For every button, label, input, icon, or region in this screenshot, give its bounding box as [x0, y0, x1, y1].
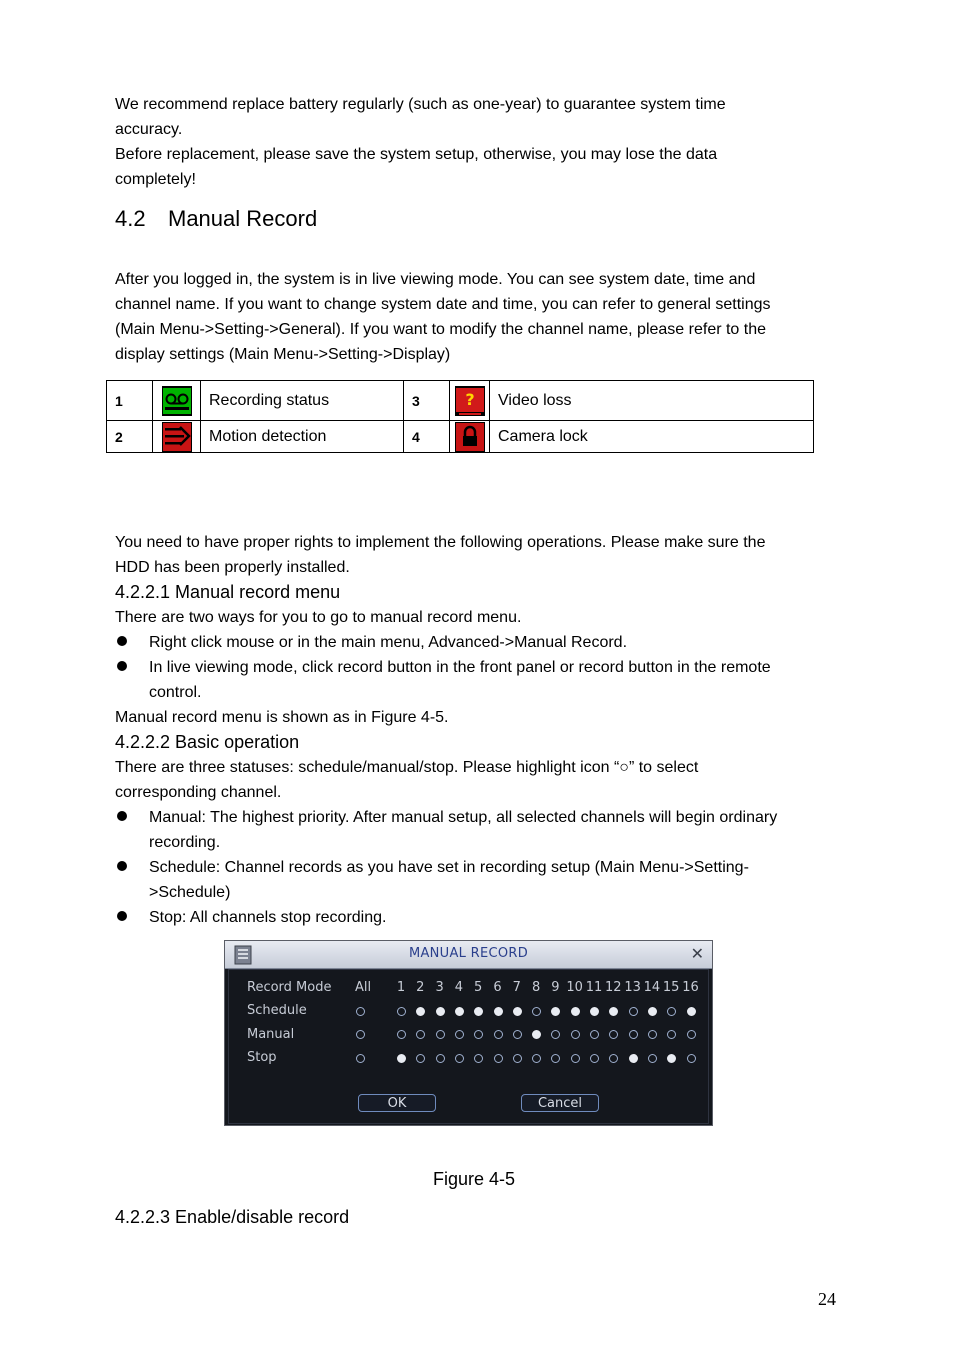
- channel-radio[interactable]: [629, 1007, 638, 1016]
- close-icon[interactable]: ✕: [690, 944, 704, 963]
- schedule-label: Schedule: [247, 1003, 307, 1018]
- channel-radio[interactable]: [513, 1030, 522, 1039]
- para1-line-4: display settings (Main Menu->Setting->Display): [115, 346, 451, 363]
- channel-number: 3: [435, 980, 444, 995]
- all-radio[interactable]: [356, 1030, 365, 1039]
- para2-line-1: You need to have proper rights to implement the following operations. Please make sure the: [115, 534, 766, 551]
- ok-button[interactable]: OK: [358, 1094, 436, 1112]
- channel-radio[interactable]: [551, 1054, 560, 1063]
- manual-record-dialog: [224, 940, 713, 1126]
- channel-number: 11: [585, 980, 603, 995]
- channel-radio[interactable]: [455, 1030, 464, 1039]
- channel-number: 4: [454, 980, 464, 995]
- channel-radio[interactable]: [474, 1054, 483, 1063]
- channel-radio[interactable]: [629, 1030, 638, 1039]
- channel-number: 15: [662, 980, 680, 995]
- status-icon-table: [106, 380, 814, 453]
- channel-radio[interactable]: [416, 1054, 425, 1063]
- bullet-icon: [117, 911, 127, 921]
- channel-radio[interactable]: [455, 1054, 464, 1063]
- channel-number: 1: [396, 980, 406, 995]
- channel-radio[interactable]: [648, 1054, 657, 1063]
- channel-radio[interactable]: [397, 1054, 406, 1063]
- video-loss-icon: [455, 386, 485, 416]
- sub2-bullet-2-line-1: Schedule: Channel records as you have set in recording setup (Main Menu->Setting-: [149, 859, 749, 876]
- motion-detection-icon: [162, 422, 192, 452]
- channel-number: 16: [682, 980, 699, 995]
- channel-radio[interactable]: [474, 1007, 483, 1016]
- channel-radio[interactable]: [513, 1007, 522, 1016]
- icon-label: Camera lock: [490, 421, 814, 453]
- channel-radio[interactable]: [532, 1054, 541, 1063]
- channel-number: 6: [493, 980, 502, 995]
- all-label: All: [355, 980, 372, 995]
- table-row: [107, 381, 814, 421]
- channel-radio[interactable]: [436, 1030, 445, 1039]
- channel-number: 2: [416, 980, 425, 995]
- channel-number: 9: [551, 980, 560, 995]
- channel-radio[interactable]: [397, 1030, 406, 1039]
- intro-line-3: Before replacement, please save the system setup, otherwise, you may lose the data: [115, 146, 718, 163]
- recording-status-icon: [162, 386, 192, 416]
- channel-radio[interactable]: [648, 1030, 657, 1039]
- channel-radio[interactable]: [609, 1054, 618, 1063]
- camera-lock-icon: [455, 422, 485, 452]
- bullet-icon: [117, 661, 127, 671]
- section-number: 4.2: [115, 206, 146, 231]
- subsection-heading: 4.2.2.3 Enable/disable record: [115, 1207, 350, 1227]
- channel-radio[interactable]: [416, 1030, 425, 1039]
- channel-radio[interactable]: [590, 1030, 599, 1039]
- recording-status-icon-cell: [153, 381, 201, 421]
- channel-radio[interactable]: [494, 1007, 503, 1016]
- motion-detection-icon-cell: [153, 421, 201, 453]
- sub1-bullet-1: Right click mouse or in the main menu, Advanced->Manual Record.: [149, 634, 628, 651]
- channel-radio[interactable]: [436, 1007, 445, 1016]
- channel-radio[interactable]: [609, 1007, 618, 1016]
- channel-radio[interactable]: [609, 1030, 618, 1039]
- dialog-title: MANUAL RECORD: [408, 946, 529, 961]
- page-number: 24: [818, 1289, 836, 1309]
- channel-radio[interactable]: [590, 1054, 599, 1063]
- icon-number: 2: [107, 421, 153, 453]
- sub1-after: Manual record menu is shown as in Figure 4-5.: [115, 709, 449, 726]
- channel-radio[interactable]: [494, 1054, 503, 1063]
- channel-radio[interactable]: [416, 1007, 425, 1016]
- sub2-bullet-1-line-2: recording.: [149, 834, 221, 851]
- channel-number: 12: [605, 980, 622, 995]
- channel-radio[interactable]: [571, 1007, 580, 1016]
- channel-radio[interactable]: [532, 1030, 541, 1039]
- channel-radio[interactable]: [687, 1054, 696, 1063]
- subsection-heading: 4.2.2.1 Manual record menu: [115, 582, 341, 602]
- camera-lock-icon-cell: [450, 421, 490, 453]
- channel-radio[interactable]: [687, 1030, 696, 1039]
- channel-radio[interactable]: [513, 1054, 522, 1063]
- figure-caption: Figure 4-5: [433, 1169, 516, 1189]
- channel-number: 7: [512, 980, 521, 995]
- channel-radio[interactable]: [667, 1030, 676, 1039]
- subsection-heading: 4.2.2.2 Basic operation: [115, 732, 300, 752]
- channel-radio[interactable]: [532, 1007, 541, 1016]
- section-heading: [115, 205, 317, 233]
- bullet-icon: [117, 861, 127, 871]
- icon-number: 1: [107, 381, 153, 421]
- channel-radio[interactable]: [687, 1007, 696, 1016]
- sub2-bullet-3: Stop: All channels stop recording.: [149, 909, 387, 926]
- sub1-bullet-2-line-2: control.: [149, 684, 202, 701]
- intro-line-1: We recommend replace battery regularly (such as one-year) to guarantee system time: [115, 96, 726, 113]
- icon-number: 3: [404, 381, 450, 421]
- para1-line-3: (Main Menu->Setting->General). If you want to modify the channel name, please refer to the: [115, 321, 767, 338]
- channel-radio[interactable]: [648, 1007, 657, 1016]
- sub2-line-2: corresponding channel.: [115, 784, 282, 801]
- channel-radio[interactable]: [551, 1030, 560, 1039]
- para1-line-2: channel name. If you want to change system date and time, you can refer to general settings: [115, 296, 771, 313]
- icon-label: Video loss: [490, 381, 814, 421]
- channel-radio[interactable]: [667, 1054, 676, 1063]
- sub1-bullet-2-line-1: In live viewing mode, click record button in the front panel or record button in the remote: [149, 659, 771, 676]
- dialog-body: [228, 969, 709, 1124]
- channel-radio[interactable]: [474, 1030, 483, 1039]
- bullet-icon: [117, 811, 127, 821]
- section-title: Manual Record: [168, 206, 318, 231]
- manual-label: Manual: [247, 1027, 295, 1042]
- table-row: [107, 421, 814, 453]
- icon-label: Motion detection: [201, 421, 404, 453]
- channel-radio[interactable]: [551, 1007, 560, 1016]
- svg-text:?: ?: [464, 389, 475, 409]
- channel-radio[interactable]: [571, 1054, 580, 1063]
- para2-line-2: HDD has been properly installed.: [115, 559, 350, 576]
- record-mode-label: Record Mode: [247, 980, 332, 995]
- all-radio[interactable]: [356, 1054, 365, 1063]
- channel-number: 8: [531, 980, 541, 995]
- intro-line-2: accuracy.: [115, 121, 183, 138]
- channel-number: 14: [643, 980, 661, 995]
- channel-radio[interactable]: [590, 1007, 599, 1016]
- icon-label: Recording status: [201, 381, 404, 421]
- bullet-icon: [117, 636, 127, 646]
- channel-radio[interactable]: [455, 1007, 464, 1016]
- sub2-line-1: There are three statuses: schedule/manual/stop. Please highlight icon “○” to select: [115, 759, 699, 776]
- para1-line-1: After you logged in, the system is in live viewing mode. You can see system date, time and: [115, 271, 756, 288]
- channel-radio[interactable]: [397, 1007, 406, 1016]
- intro-line-4: completely!: [115, 171, 196, 188]
- channel-number: 10: [566, 980, 583, 995]
- sub2-bullet-1-line-1: Manual: The highest priority. After manual setup, all selected channels will begin ordinary: [149, 809, 778, 826]
- icon-number: 4: [404, 421, 450, 453]
- channel-radio[interactable]: [494, 1030, 503, 1039]
- sub2-bullet-2-line-2: >Schedule): [149, 884, 231, 901]
- cancel-button[interactable]: Cancel: [521, 1094, 599, 1112]
- stop-label: Stop: [247, 1050, 277, 1065]
- sub1-intro: There are two ways for you to go to manual record menu.: [115, 609, 522, 626]
- all-radio[interactable]: [356, 1007, 365, 1016]
- video-loss-icon-cell: [450, 381, 490, 421]
- channel-radio[interactable]: [436, 1054, 445, 1063]
- dialog-title-bar: [225, 941, 712, 969]
- channel-radio[interactable]: [571, 1030, 580, 1039]
- channel-radio[interactable]: [629, 1054, 638, 1063]
- channel-radio[interactable]: [667, 1007, 676, 1016]
- channel-number: 5: [474, 980, 483, 995]
- channel-number: 13: [624, 980, 641, 995]
